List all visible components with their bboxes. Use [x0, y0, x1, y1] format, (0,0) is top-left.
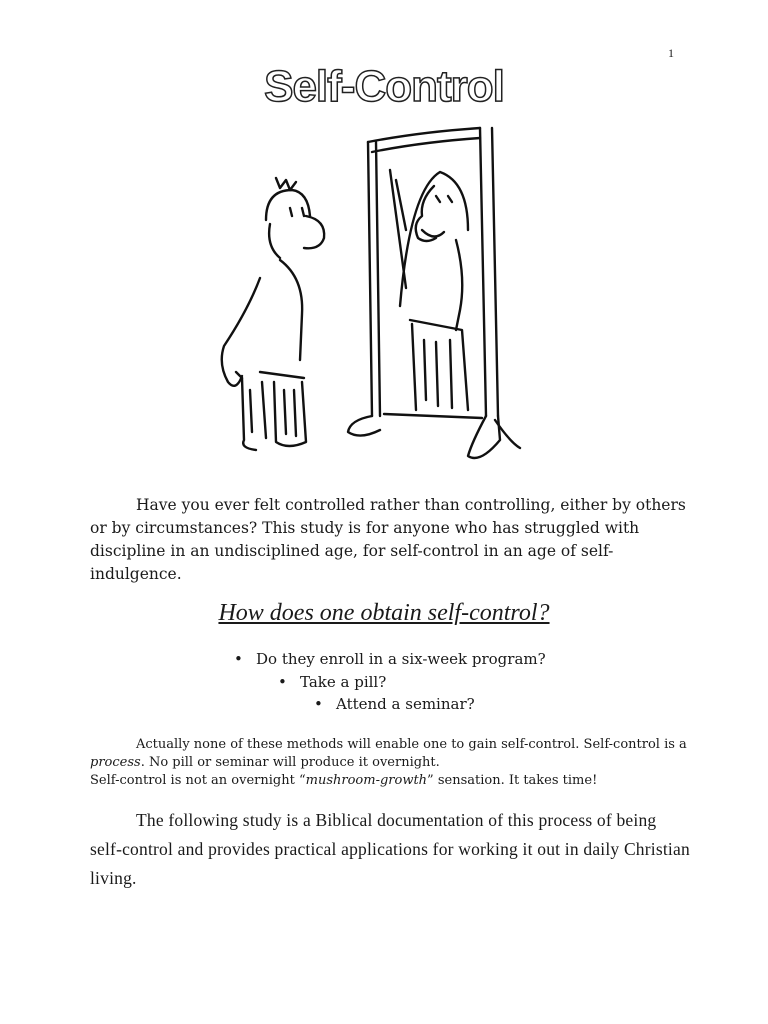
study-text: The following study is a Biblical documentation of this process of being self-control and provides practical applications for working it out in daily Christian living.: [90, 810, 690, 888]
bullet-item: [278, 673, 386, 691]
mushroom-growth-emphasis: mushroom-growth: [305, 773, 428, 788]
bullet-text: Take a pill?: [300, 673, 387, 691]
bullet-glyph: •: [314, 695, 323, 713]
bullet-glyph: •: [234, 650, 243, 668]
bullet-item: [234, 650, 546, 668]
methods-text: . No pill or seminar will produce it overnight.: [140, 755, 440, 770]
intro-text: Have you ever felt controlled rather than controlling, either by others or by circumstances? This study is for anyone who has struggled with discipline in an undisciplined age, for self-control in an age of self-indulgence.: [90, 496, 686, 583]
page-number: 1: [668, 46, 674, 60]
bullet-text: Attend a seminar?: [336, 695, 475, 713]
page-title: Self-Control: [264, 62, 504, 111]
methods-paragraph: [90, 736, 690, 790]
methods-text: ” sensation. It takes time!: [427, 773, 598, 788]
study-paragraph: [90, 806, 690, 893]
bullet-glyph: •: [278, 673, 287, 691]
question-heading: How does one obtain self-control?: [218, 600, 550, 626]
reflection-figure: [390, 170, 468, 410]
methods-text: Self-control is not an overnight “: [90, 773, 306, 788]
bullet-text: Do they enroll in a six-week program?: [256, 650, 546, 668]
intro-paragraph: [90, 494, 690, 586]
man-mirror-illustration: [210, 120, 540, 472]
process-emphasis: process: [90, 755, 141, 770]
man-figure: [222, 178, 324, 450]
methods-text: Actually none of these methods will enable one to gain self-control. Self-control is a: [136, 737, 687, 752]
bullet-item: [314, 695, 475, 713]
